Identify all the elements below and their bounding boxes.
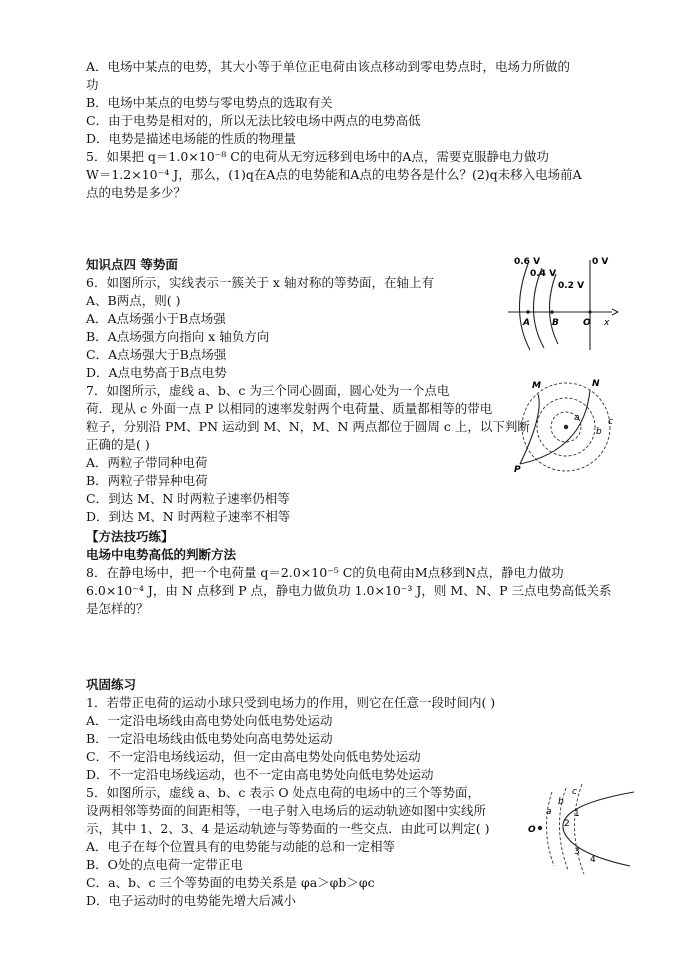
label-c: c	[572, 787, 577, 797]
equipotential-c	[574, 784, 584, 874]
q7-concentric-circles-figure	[510, 372, 622, 475]
q6-equipotential-figure	[508, 252, 618, 357]
q4-option-a-line2: 功	[86, 77, 99, 92]
label-n: N	[592, 379, 600, 389]
method-header: 【方法技巧练】	[86, 529, 174, 544]
q6-option-d: D．A点电势高于B点电势	[86, 365, 227, 380]
label-1: 1	[574, 809, 580, 819]
method-title: 电场中电势高低的判断方法	[86, 547, 237, 562]
practice-q5-line2: 设两相邻等势面的间距相等，一电子射入电场后的运动轨迹如图中实线所	[86, 803, 487, 818]
label-a: a	[546, 807, 552, 817]
x-axis-arrow-icon	[612, 309, 618, 315]
equipotential-0.2v	[549, 274, 558, 344]
point-o-dot	[538, 826, 542, 830]
label-2: 2	[564, 819, 570, 829]
q7-line4: 正确的是( )	[86, 437, 150, 452]
label-o: O	[528, 825, 536, 835]
q7-option-d: D．到达 M、N 时两粒子速率不相等	[86, 509, 291, 524]
label-a: a	[574, 413, 580, 423]
equipotential-0.4v	[533, 268, 544, 348]
q7-line1: 7．如图所示，虚线 a、b、c 为三个同心圆面，圆心处为一个点电	[86, 383, 450, 398]
q5-line1: 5．如果把 q＝1.0×10⁻⁸ C的电荷从无穷远移到电场中的A点，需要克服静电力做功	[86, 149, 549, 164]
label-0.4v: 0.4 V	[530, 269, 557, 279]
equipotential-0.6v	[519, 264, 530, 350]
trajectory-pm	[520, 394, 539, 464]
practice-q5-option-c: C．a、b、c 三个等势面的电势关系是 φa＞φb＞φc	[86, 875, 375, 890]
label-b: B	[552, 318, 559, 328]
practice-q5-figure	[528, 782, 636, 874]
label-b: b	[596, 427, 602, 437]
practice-q1-option-d: D．不一定沿电场线运动，也不一定由高电势处向低电势处运动	[86, 767, 434, 782]
label-a: A	[523, 318, 530, 328]
q7-line3: 粒子，分别沿 PM、PN 运动到 M、N，M、N 两点都位于圆周 c 上，以下判断	[86, 419, 530, 434]
q6-option-c: C．A点场强大于B点场强	[86, 347, 227, 362]
point-o-dot	[588, 310, 591, 313]
label-0v: 0 V	[592, 257, 609, 267]
practice-q1-option-b: B．一定沿电场线由低电势处向高电势处运动	[86, 731, 333, 746]
practice-title: 巩固练习	[86, 677, 137, 692]
q4-option-b: B．电场中某点的电势与零电势点的选取有关	[86, 95, 333, 110]
q8-line3: 是怎样的？	[86, 601, 149, 616]
label-4: 4	[590, 855, 596, 865]
practice-q5-option-d: D．电子运动时的电势能先增大后减小	[86, 893, 297, 908]
q6-option-b: B．A点场强方向指向 x 轴负方向	[86, 329, 270, 344]
equipotential-a	[546, 792, 554, 866]
q4-option-c: C．由于电势是相对的，所以无法比较电场中两点的电势高低	[86, 113, 421, 128]
q7-option-a: A．两粒子带同种电荷	[86, 455, 208, 470]
point-b-dot	[550, 310, 554, 314]
label-x: x	[604, 318, 610, 328]
q7-line2: 荷．现从 c 外面一点 P 以相同的速率发射两个电荷量、质量都相等的带电	[86, 401, 493, 416]
label-o: O	[583, 318, 591, 328]
practice-q5-line3: 示，其中 1、2、3、4 是运动轨迹与等势面的一些交点．由此可以判定( )	[86, 821, 490, 836]
practice-q1-stem: 1．若带正电荷的运动小球只受到电场力的作用，则它在任意一段时间内( )	[86, 695, 496, 710]
q8-line2: 6.0×10⁻⁴ J，由 N 点移到 P 点，静电力做负功 1.0×10⁻³ J，则 M、N、P 三点电势高低关系	[86, 583, 612, 598]
q4-option-a-line1: A．电场中某点的电势，其大小等于单位正电荷由该点移动到零电势点时，电场力所做的	[86, 59, 571, 74]
section-heading-equipotential: 知识点四 等势面	[86, 257, 178, 272]
label-3: 3	[574, 847, 580, 857]
q6-option-a: A．A点场强小于B点场强	[86, 311, 226, 326]
point-a-dot	[526, 310, 530, 314]
q5-line3: 点的电势是多少？	[86, 185, 187, 200]
practice-q1-option-c: C．不一定沿电场线运动，但一定由高电势处向低电势处运动	[86, 749, 421, 764]
practice-q5-option-b: B．O处的点电荷一定带正电	[86, 857, 243, 872]
label-m: M	[532, 381, 541, 391]
center-charge-dot	[564, 425, 568, 429]
practice-q5-line1: 5．如图所示，虚线 a、b、c 表示 O 处点电荷的电场中的三个等势面，	[86, 785, 481, 800]
q5-line2: W＝1.2×10⁻⁴ J，那么，(1)q在A点的电势能和A点的电势各是什么？(2)q未移入电场前A	[86, 167, 582, 182]
q8-line1: 8．在静电场中，把一个电荷量 q＝2.0×10⁻⁵ C的负电荷由M点移到N点，静电力做功	[86, 565, 564, 580]
practice-q5-option-a: A．电子在每个位置具有的电势能与动能的总和一定相等	[86, 839, 396, 854]
q4-option-d: D．电势是描述电场能的性质的物理量	[86, 131, 297, 146]
q6-line1: 6．如图所示，实线表示一簇关于 x 轴对称的等势面，在轴上有	[86, 275, 434, 290]
q7-option-b: B．两粒子带异种电荷	[86, 473, 208, 488]
practice-q1-option-a: A．一定沿电场线由高电势处向低电势处运动	[86, 713, 333, 728]
label-b: b	[558, 797, 564, 807]
label-c: c	[608, 417, 613, 427]
q6-line2: A、B两点，则( )	[86, 293, 181, 308]
label-p: P	[514, 465, 521, 475]
label-0.2v: 0.2 V	[558, 281, 585, 291]
q7-option-c: C．到达 M、N 时两粒子速率仍相等	[86, 491, 290, 506]
label-0.6v: 0.6 V	[514, 257, 541, 267]
